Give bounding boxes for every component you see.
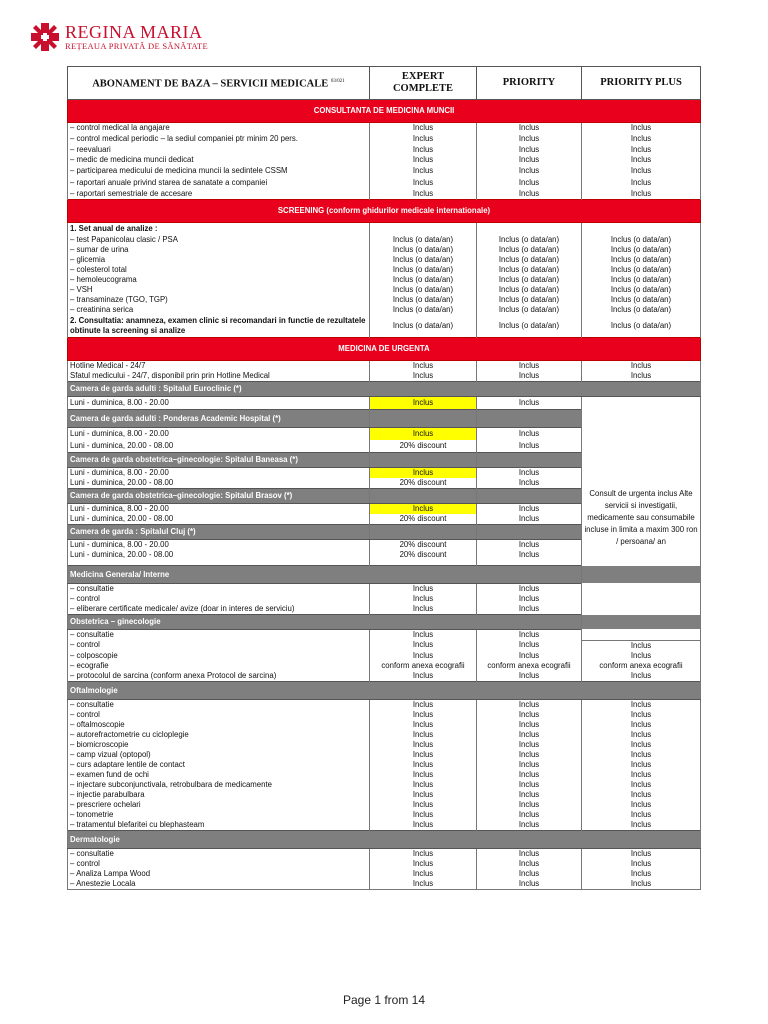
table-row: [68, 145, 701, 155]
table-row: [68, 869, 701, 879]
row-value: Inclus: [370, 371, 477, 382]
row-value: Inclus (o data/an): [477, 295, 582, 305]
row-label: – autorefractometrie cu cicloplegie: [68, 730, 370, 740]
subsection-title: Camera de garda obstetrica–ginecologie: Spitalul Baneasa (*): [68, 453, 370, 468]
table-row: [68, 710, 701, 720]
row-value: Inclus: [477, 177, 582, 189]
row-value: Inclus: [477, 594, 582, 604]
row-value: Inclus: [370, 584, 477, 595]
row-value: Inclus: [582, 869, 701, 879]
row-value: Inclus (o data/an): [370, 285, 477, 295]
table-row: [68, 810, 701, 820]
row-value: Inclus: [370, 869, 477, 879]
row-value: Inclus (o data/an): [582, 235, 701, 245]
row-label: – raportari anuale privind starea de sanatate a companiei: [68, 177, 370, 189]
row-label: Luni - duminica, 8.00 - 20.00: [68, 428, 370, 441]
row-label: – control medical la angajare: [68, 123, 370, 134]
row-label: – control: [68, 859, 370, 869]
row-value: Inclus: [477, 145, 582, 155]
subsection-title: Obstetrica – ginecologie: [68, 615, 701, 630]
regina-maria-logo: [30, 22, 208, 52]
row-value: 20% discount: [370, 478, 477, 489]
row-label: – biomicroscopie: [68, 740, 370, 750]
empty-cell: [370, 410, 477, 428]
row-value: Inclus: [582, 177, 701, 189]
row-value: Inclus: [370, 750, 477, 760]
row-value: Inclus (o data/an): [370, 315, 477, 338]
row-label: – consultatie: [68, 848, 370, 859]
row-value: Inclus: [477, 810, 582, 820]
row-label: – control: [68, 710, 370, 720]
row-value: Inclus: [582, 760, 701, 770]
table-row: [68, 671, 701, 682]
row-value: 20% discount: [370, 550, 477, 560]
table-row: [68, 123, 701, 134]
row-value: Inclus: [582, 671, 701, 682]
row-value: Inclus: [477, 468, 582, 479]
row-label: – oftalmoscopie: [68, 720, 370, 730]
row-value: Inclus: [582, 371, 701, 382]
services-table: [67, 66, 701, 890]
row-value: Inclus (o data/an): [582, 255, 701, 265]
table-row: [68, 699, 701, 710]
row-value: Inclus: [582, 770, 701, 780]
row-value: Inclus: [582, 123, 701, 134]
row-value: Inclus (o data/an): [370, 265, 477, 275]
row-value: Inclus: [370, 123, 477, 134]
row-value: Inclus: [477, 371, 582, 382]
row-value: Inclus: [370, 651, 477, 661]
row-label: Hotline Medical - 24/7: [68, 361, 370, 372]
row-value: Inclus: [370, 189, 477, 200]
row-value: Inclus: [370, 800, 477, 810]
table-row: [68, 295, 701, 305]
subsection-header: [68, 830, 701, 848]
row-value: Inclus: [582, 710, 701, 720]
row-value: Inclus: [370, 133, 477, 145]
row-label: Luni - duminica, 8.00 - 20.00: [68, 504, 370, 515]
section-title: MEDICINA DE URGENTA: [68, 338, 701, 361]
row-value: Inclus: [477, 859, 582, 869]
row-label: – control: [68, 640, 370, 651]
row-value: conform anexa ecografii: [582, 661, 701, 671]
row-value: Inclus (o data/an): [582, 275, 701, 285]
row-value: Inclus: [370, 720, 477, 730]
screening-heading-row: [68, 223, 701, 236]
row-value: Inclus: [370, 760, 477, 770]
row-label: – consultatie: [68, 630, 370, 641]
subsection-header: [68, 615, 701, 630]
row-value: Inclus: [582, 750, 701, 760]
row-label: – control medical periodic – la sediul companiei ptr minim 20 pers.: [68, 133, 370, 145]
row-label: – consultatie: [68, 699, 370, 710]
col-priority-plus: PRIORITY PLUS: [582, 67, 701, 100]
table-row: [68, 265, 701, 275]
empty-cell: [582, 223, 701, 236]
row-value: Inclus: [370, 730, 477, 740]
row-value: Inclus: [477, 780, 582, 790]
row-value: Inclus: [370, 165, 477, 177]
row-value: Inclus: [370, 770, 477, 780]
row-value: Inclus: [477, 740, 582, 750]
row-value: Inclus: [582, 730, 701, 740]
row-label: – colposcopie: [68, 651, 370, 661]
row-label: – control: [68, 594, 370, 604]
row-value: Inclus: [582, 820, 701, 831]
row-value: Inclus: [582, 790, 701, 800]
table-row: [68, 859, 701, 869]
row-label: – glicemia: [68, 255, 370, 265]
row-value: Inclus (o data/an): [582, 315, 701, 338]
brand-tagline: REȚEAUA PRIVATĂ DE SĂNĂTATE: [65, 41, 209, 52]
row-value: Inclus (o data/an): [370, 245, 477, 255]
row-value: Inclus (o data/an): [582, 245, 701, 255]
table-row: [68, 255, 701, 265]
row-value: Inclus: [477, 514, 582, 525]
row-label: – colesterol total: [68, 265, 370, 275]
row-label: Sfatul medicului - 24/7, disponibil prin prin Hotline Medical: [68, 371, 370, 382]
row-value: Inclus: [370, 428, 477, 441]
table-row: [68, 661, 701, 671]
row-value: Inclus: [370, 671, 477, 682]
table-row: [68, 189, 701, 200]
row-label: Luni - duminica, 8.00 - 20.00: [68, 468, 370, 479]
row-label: Luni - duminica, 20.00 - 08.00: [68, 440, 370, 453]
subsection-header: [68, 681, 701, 699]
subsection-title: Camera de garda adulti : Ponderas Academic Hospital (*): [68, 410, 370, 428]
row-value: Inclus: [477, 651, 582, 661]
row-value: Inclus (o data/an): [477, 245, 582, 255]
row-value: Inclus: [477, 848, 582, 859]
row-value: Inclus (o data/an): [477, 315, 582, 338]
table-row: [68, 315, 701, 338]
row-value: Inclus: [582, 155, 701, 165]
section-title: CONSULTANTA DE MEDICINA MUNCII: [68, 100, 701, 123]
row-value: Inclus: [582, 133, 701, 145]
row-value: Inclus: [370, 879, 477, 890]
row-value: Inclus: [370, 710, 477, 720]
row-label: Luni - duminica, 8.00 - 20.00: [68, 540, 370, 551]
row-label: Luni - duminica, 20.00 - 08.00: [68, 514, 370, 525]
row-label: Luni - duminica, 20.00 - 08.00: [68, 478, 370, 489]
table-row: [68, 720, 701, 730]
subsection-title: Camera de garda adulti : Spitalul Euroclinic (*): [68, 382, 701, 397]
row-label: – curs adaptare lentile de contact: [68, 760, 370, 770]
row-label: – raportari semestriale de accesare: [68, 189, 370, 200]
row-label: – eliberare certificate medicale/ avize (doar in interes de serviciu): [68, 604, 370, 615]
row-value: Inclus: [477, 504, 582, 515]
row-value: Inclus: [477, 165, 582, 177]
row-label: – medic de medicina muncii dedicat: [68, 155, 370, 165]
row-value: Inclus: [582, 780, 701, 790]
row-value: Inclus: [370, 145, 477, 155]
row-value: Inclus (o data/an): [370, 305, 477, 315]
empty-cell: [477, 410, 582, 428]
row-value: Inclus (o data/an): [370, 295, 477, 305]
table-row: [68, 848, 701, 859]
row-value: Inclus: [477, 584, 582, 595]
row-value: Inclus: [370, 640, 477, 651]
screening-heading: 1. Set anual de analize :: [68, 223, 370, 236]
table-row: [68, 155, 701, 165]
row-label: – protocolul de sarcina (conform anexa Protocol de sarcina): [68, 671, 370, 682]
row-value: Inclus: [477, 720, 582, 730]
row-value: Inclus: [370, 630, 477, 641]
row-value: Inclus: [582, 879, 701, 890]
row-label: – hemoleucograma: [68, 275, 370, 285]
row-value: Inclus: [582, 189, 701, 200]
row-label: – Anestezie Locala: [68, 879, 370, 890]
table-row: [68, 820, 701, 831]
row-value: Inclus: [477, 123, 582, 134]
row-value: Inclus: [477, 550, 582, 560]
row-label: – sumar de urina: [68, 245, 370, 255]
empty-cell: [477, 223, 582, 236]
row-label: Luni - duminica, 20.00 - 08.00: [68, 550, 370, 560]
subsection-title: Medicina Generala/ Interne: [68, 566, 701, 584]
row-value: Inclus: [370, 740, 477, 750]
row-label: – participarea medicului de medicina muncii la sedintele CSSM: [68, 165, 370, 177]
row-label: – reevaluari: [68, 145, 370, 155]
brand-name: REGINA MARIA: [65, 22, 203, 43]
row-value: conform anexa ecografii: [370, 661, 477, 671]
empty-cell: [370, 489, 477, 504]
table-row: [68, 651, 701, 661]
row-value: Inclus: [477, 428, 582, 441]
row-value: Inclus: [477, 640, 582, 651]
row-value: Inclus: [477, 869, 582, 879]
row-value: Inclus: [370, 594, 477, 604]
row-value: Inclus: [582, 640, 701, 651]
subsection-title: Camera de garda : Spitalul Cluj (*): [68, 525, 370, 540]
row-label: – camp vizual (optopol): [68, 750, 370, 760]
empty-cell: [477, 453, 582, 468]
row-label: – creatinina serica: [68, 305, 370, 315]
empty-cell: [370, 525, 477, 540]
row-value: Inclus: [582, 651, 701, 661]
row-value: Inclus (o data/an): [477, 265, 582, 275]
empty-cell: [370, 453, 477, 468]
row-value: Inclus: [370, 780, 477, 790]
row-value: Inclus: [582, 740, 701, 750]
row-value: Inclus: [477, 770, 582, 780]
row-value: Inclus: [477, 820, 582, 831]
row-value: Inclus: [370, 397, 477, 410]
row-value: Inclus: [477, 189, 582, 200]
row-value: Inclus: [370, 820, 477, 831]
table-row: [68, 640, 701, 651]
row-label: – injectie parabulbara: [68, 790, 370, 800]
row-value: Inclus: [370, 177, 477, 189]
row-value: conform anexa ecografii: [477, 661, 582, 671]
table-row: [68, 790, 701, 800]
header-row: [68, 67, 701, 100]
row-value: Inclus (o data/an): [582, 265, 701, 275]
row-label: – tonometrie: [68, 810, 370, 820]
row-value: Inclus: [370, 790, 477, 800]
table-row: [68, 750, 701, 760]
row-value: 20% discount: [370, 514, 477, 525]
col-expert-complete: EXPERT COMPLETE: [370, 67, 477, 100]
table-row: [68, 177, 701, 189]
row-label: – test Papanicolau clasic / PSA: [68, 235, 370, 245]
subsection-title: Camera de garda obstetrica–ginecologie: Spitalul Brasov (*): [68, 489, 370, 504]
row-value: Inclus: [582, 859, 701, 869]
row-value: Inclus: [370, 810, 477, 820]
row-label: – examen fund de ochi: [68, 770, 370, 780]
row-value: Inclus: [370, 699, 477, 710]
row-value: Inclus: [582, 145, 701, 155]
row-value: Inclus: [370, 604, 477, 615]
row-value: Inclus: [582, 848, 701, 859]
row-value: Inclus (o data/an): [582, 305, 701, 315]
row-value: Inclus: [370, 848, 477, 859]
table-row: [68, 879, 701, 890]
row-value: Inclus (o data/an): [477, 285, 582, 295]
table-row: [68, 397, 701, 410]
row-label: – Analiza Lampa Wood: [68, 869, 370, 879]
row-value: Inclus: [582, 699, 701, 710]
row-value: Inclus (o data/an): [370, 255, 477, 265]
empty-cell: [477, 525, 582, 540]
row-value: Inclus: [477, 440, 582, 453]
row-label: 2. Consultatia: anamneza, examen clinic si recomandari in functie de rezultatele obtinute la screening si analize: [68, 315, 370, 338]
row-value: Inclus: [477, 790, 582, 800]
row-value: 20% discount: [370, 540, 477, 551]
row-label: – tratamentul blefaritei cu blephasteam: [68, 820, 370, 831]
table-row: [68, 730, 701, 740]
row-value: Inclus: [477, 604, 582, 615]
row-label: – prescriere ochelari: [68, 800, 370, 810]
subsection-title: Oftalmologie: [68, 681, 701, 699]
row-value: Inclus: [477, 671, 582, 682]
row-value: Inclus (o data/an): [370, 275, 477, 285]
table-row: [68, 245, 701, 255]
row-value: Inclus: [582, 361, 701, 372]
table-row: [68, 740, 701, 750]
row-value: Inclus (o data/an): [477, 255, 582, 265]
row-value: Inclus: [582, 165, 701, 177]
table-row: [68, 285, 701, 295]
table-row: [68, 760, 701, 770]
table-row: [68, 275, 701, 285]
row-value: Inclus: [370, 155, 477, 165]
row-value: Inclus: [477, 710, 582, 720]
empty-cell: [477, 489, 582, 504]
table-row: [68, 165, 701, 177]
section-header: [68, 100, 701, 123]
row-value: Inclus: [477, 397, 582, 410]
col-priority: PRIORITY: [477, 67, 582, 100]
row-value: Inclus: [477, 155, 582, 165]
table-row: [68, 305, 701, 315]
row-value: Inclus: [477, 800, 582, 810]
row-value: Inclus: [477, 730, 582, 740]
table-row: [68, 133, 701, 145]
row-value: Inclus: [477, 750, 582, 760]
section-title: SCREENING (conform ghidurilor medicale internationale): [68, 200, 701, 223]
table-row: [68, 780, 701, 790]
row-value: Inclus: [477, 879, 582, 890]
subsection-header: [68, 566, 701, 584]
row-value: Inclus: [477, 630, 582, 641]
row-value: Inclus (o data/an): [582, 285, 701, 295]
section-header: [68, 200, 701, 223]
row-value: Inclus: [370, 504, 477, 515]
table-row: [68, 770, 701, 780]
table-title: ABONAMENT DE BAZA – SERVICII MEDICALE $^{03/021}$: [68, 67, 370, 100]
row-label: – ecografie: [68, 661, 370, 671]
row-label: – VSH: [68, 285, 370, 295]
row-value: Inclus: [477, 699, 582, 710]
row-value: 20% discount: [370, 440, 477, 453]
row-value: Inclus (o data/an): [370, 235, 477, 245]
row-label: – transaminaze (TGO, TGP): [68, 295, 370, 305]
row-value: Inclus: [477, 478, 582, 489]
subsection-title: Dermatologie: [68, 830, 701, 848]
subsection-header: [68, 382, 701, 397]
emergency-note: Consult de urgenta inclus Alte servicii si investigatii, medicamente sau consumabile incluse in limita a maxim 300 ron / persoana/ an: [582, 397, 701, 641]
empty-cell: [370, 223, 477, 236]
row-value: Inclus: [477, 540, 582, 551]
row-value: Inclus (o data/an): [477, 235, 582, 245]
cross-logo-icon: [30, 22, 60, 52]
row-value: Inclus (o data/an): [477, 275, 582, 285]
row-value: Inclus: [370, 361, 477, 372]
table-row: [68, 235, 701, 245]
row-value: Inclus (o data/an): [582, 295, 701, 305]
row-value: Inclus: [582, 800, 701, 810]
row-value: Inclus (o data/an): [477, 305, 582, 315]
page-footer: Page 1 from 14: [342, 993, 426, 1007]
row-value: Inclus: [582, 810, 701, 820]
row-value: Inclus: [370, 859, 477, 869]
section-header: [68, 338, 701, 361]
row-value: Inclus: [477, 760, 582, 770]
row-value: Inclus: [370, 468, 477, 479]
table-row: [68, 361, 701, 372]
row-value: Inclus: [582, 720, 701, 730]
table-row: [68, 371, 701, 382]
table-row: [68, 800, 701, 810]
row-value: Inclus: [477, 133, 582, 145]
row-value: Inclus: [477, 361, 582, 372]
row-label: – consultatie: [68, 584, 370, 595]
row-label: Luni - duminica, 8.00 - 20.00: [68, 397, 370, 410]
row-label: – injectare subconjunctivala, retrobulbara de medicamente: [68, 780, 370, 790]
